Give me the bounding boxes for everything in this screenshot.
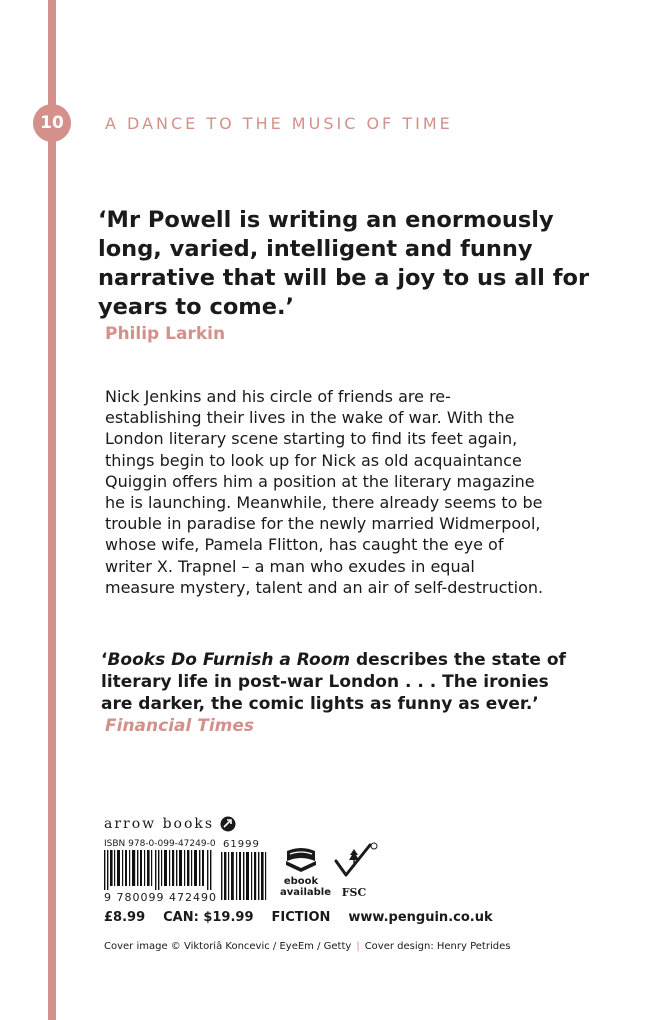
quoted-book-title: Books Do Furnish a Room	[107, 650, 351, 670]
book-blurb: Nick Jenkins and his circle of friends are re-establishing their lives in the wake of war. With the London literary scene starting to find its feet again, things begin to look up for Nick as old acquaintance Quiggin offers him a position at the literary magazine he is launching. Meanwhile, there already seems to be trouble in paradise for the newly married Widmerpool, whose wife, Pamela Flitton, has caught the eye of writer X. Trapnel – a man who exudes in equal measure mystery, talent and an air of self-destruction.	[105, 387, 544, 597]
ebook-badge	[280, 846, 331, 898]
volume-number-badge: 10	[33, 104, 71, 142]
series-title: A DANCE TO THE MUSIC OF TIME	[105, 114, 453, 133]
cover-design-credit: Cover design: Henry Petrides	[364, 941, 511, 952]
fsc-tree-checkmark-icon	[330, 841, 378, 885]
cover-credits	[104, 941, 510, 952]
review-quote-larkin: ‘Mr Powell is writing an enormously long, varied, intelligent and funny narrative that will be a joy to us all for years to come.’	[98, 207, 590, 320]
spine-stripe	[48, 0, 56, 1020]
price-row	[104, 910, 493, 925]
barcode-digits: 9 780099 472490	[104, 891, 217, 904]
review-quote-financial-times	[101, 649, 571, 715]
publisher-name: arrow books	[104, 816, 215, 832]
isbn-barcode	[104, 850, 214, 890]
isbn-label: ISBN 978-0-099-47249-0	[104, 839, 216, 849]
ebook-icon	[282, 846, 320, 872]
barcode-addon-digits: 61999	[223, 839, 260, 850]
cover-image-credit: Cover image © Viktoriâ Koncevic / EyeEm / Getty	[104, 941, 352, 952]
uk-price: £8.99	[104, 910, 146, 925]
canada-price: CAN: $19.99	[163, 910, 254, 925]
arrow-books-logo-icon	[220, 816, 236, 832]
fsc-badge	[330, 841, 378, 899]
genre-category: FICTION	[271, 910, 331, 925]
quote-body: describes the state of literary life in post-war London . . . The ironies are darker, the comic lights as funny as ever.’	[101, 650, 566, 714]
ebook-label-line1: ebook	[283, 876, 319, 887]
quote-attribution-financial-times: Financial Times	[105, 716, 255, 736]
publisher-website[interactable]: www.penguin.co.uk	[348, 910, 493, 925]
publisher-imprint	[104, 816, 236, 832]
quote-attribution-larkin: Philip Larkin	[105, 324, 226, 344]
credits-separator: |	[356, 941, 360, 952]
fsc-label: FSC	[341, 886, 367, 899]
barcode-addon	[221, 852, 269, 900]
ebook-label-line2: available	[280, 887, 331, 898]
quote-open-mark: ‘	[101, 650, 108, 670]
